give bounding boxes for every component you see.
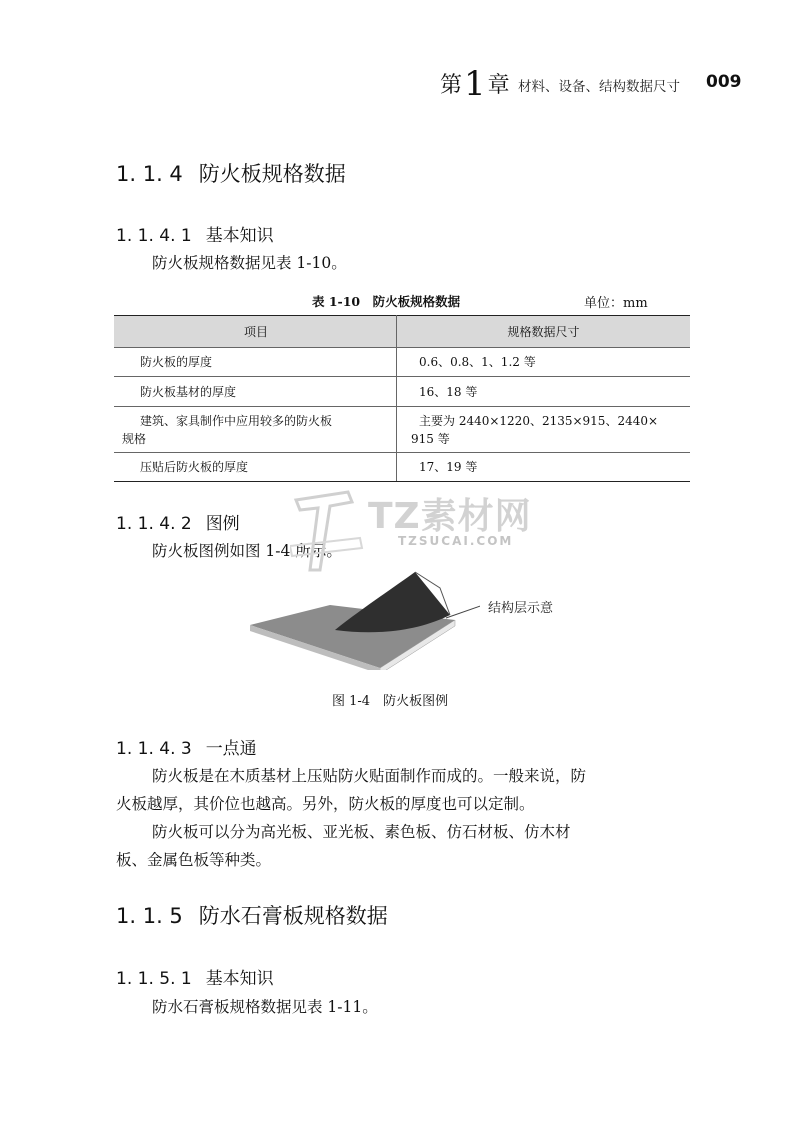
watermark-logo-icon: [290, 486, 368, 576]
table-row: [114, 453, 690, 482]
section-heading-1-1-4: [116, 158, 346, 188]
section-heading-1-1-5: [116, 900, 388, 930]
section-title: 防水石膏板规格数据: [198, 904, 388, 928]
subsection-heading-1-1-4-1: [116, 221, 274, 246]
subsection-heading-1-1-5-1: [116, 964, 274, 989]
table-unit: 单位：mm: [584, 296, 648, 311]
subsection-heading-1-1-4-2: [116, 509, 240, 534]
table-cell-item: 防火板基材的厚度: [114, 377, 397, 407]
table-header-value: 规格数据尺寸: [397, 316, 691, 348]
paragraph-line: 防火板是在木质基材上压贴防火贴面制作而成的。一般来说，防: [152, 767, 587, 785]
subsection-number: 1. 1. 4. 3: [116, 739, 192, 759]
table-cell-value: 0.6、0.8、1、1.2 等: [397, 348, 691, 377]
paragraph-line: 火板越厚，其价位也越高。另外，防火板的厚度也可以定制。: [116, 795, 535, 813]
watermark-text: TZ素材网: [368, 496, 532, 537]
figure-caption: 图 1-4 防火板图例: [332, 694, 449, 709]
fireproof-board-figure: [240, 570, 480, 670]
table-cell-item: 建筑、家具制作中应用较多的防火板 规格: [114, 407, 397, 453]
subsection-number: 1. 1. 5. 1: [116, 969, 192, 989]
label-leader-line: [446, 604, 480, 618]
spec-table: [114, 315, 690, 482]
table-header-row: [114, 316, 690, 348]
subsection-title: 基本知识: [205, 969, 274, 989]
table-row: [114, 377, 690, 407]
paragraph-line: 板、金属色板等种类。: [116, 851, 272, 869]
subsection-heading-1-1-4-3: [116, 734, 257, 759]
table-row: [114, 348, 690, 377]
subsection-title: 图例: [205, 514, 240, 534]
chapter-prefix: 第: [440, 73, 463, 98]
table-cell-value: 17、19 等: [397, 453, 691, 482]
chapter-suffix: 章: [487, 73, 510, 98]
section-number: 1. 1. 5: [116, 904, 183, 928]
section-title: 防火板规格数据: [198, 162, 346, 186]
paragraph-figure-reference: 防火板图例如图 1-4 所示。: [152, 542, 342, 560]
chapter-heading: [440, 66, 510, 104]
table-cell-item: 防火板的厚度: [114, 348, 397, 377]
table-cell-item: 压贴后防火板的厚度: [114, 453, 397, 482]
table-header-item: 项目: [114, 316, 397, 348]
paragraph-table-reference: 防水石膏板规格数据见表 1-11。: [152, 998, 378, 1016]
paragraph-line: 防火板可以分为高光板、亚光板、素色板、仿石材板、仿木材: [152, 823, 571, 841]
subsection-number: 1. 1. 4. 2: [116, 514, 192, 534]
table-cell-value: 主要为 2440×1220、2135×915、2440× 915 等: [397, 407, 691, 453]
subsection-title: 基本知识: [205, 226, 274, 246]
section-number: 1. 1. 4: [116, 162, 183, 186]
page-number: 009: [706, 72, 742, 92]
subsection-number: 1. 1. 4. 1: [116, 226, 192, 246]
watermark-subtext: TZSUCAI.COM: [398, 534, 514, 548]
paragraph-table-reference: 防火板规格数据见表 1-10。: [152, 254, 347, 272]
table-row: [114, 407, 690, 453]
subsection-title: 一点通: [205, 739, 257, 759]
figure-label: 结构层示意: [488, 601, 554, 616]
table-cell-value: 16、18 等: [397, 377, 691, 407]
table-caption: 表 1-10 防火板规格数据: [312, 294, 461, 309]
chapter-title: 材料、设备、结构数据尺寸: [518, 79, 680, 95]
chapter-number: 1: [464, 64, 486, 104]
